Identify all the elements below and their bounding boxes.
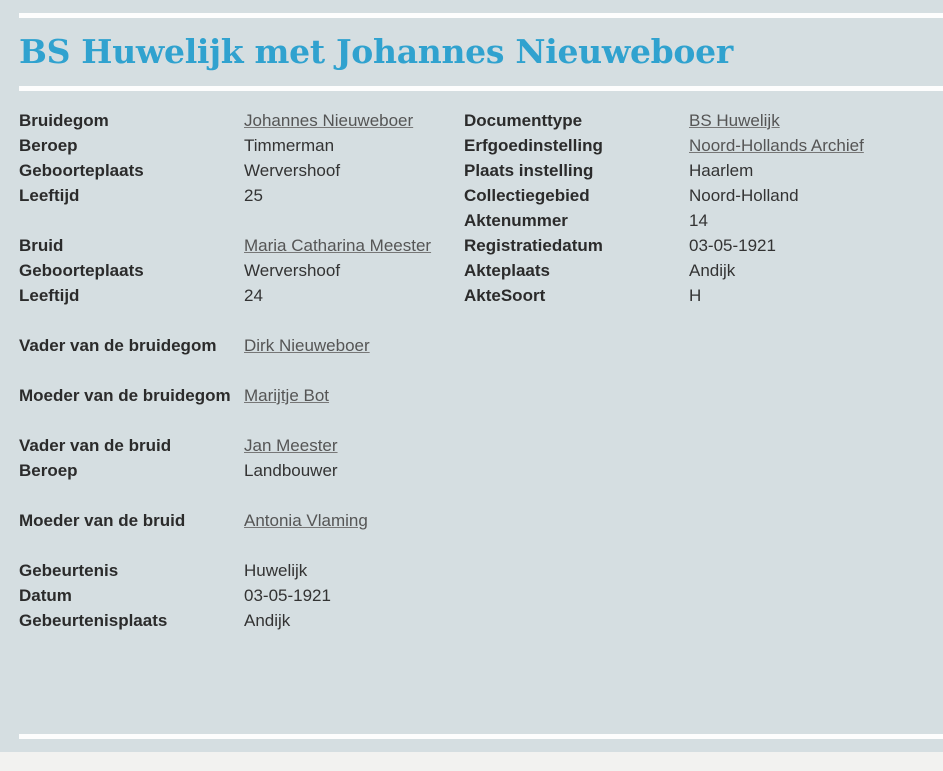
akteplaats-row bbox=[464, 258, 919, 283]
gebeurtenis-row bbox=[19, 558, 434, 583]
moeder-bruid-label: Moeder van de bruid bbox=[19, 511, 186, 530]
bruidegom-beroep-label: Beroep bbox=[19, 136, 78, 155]
bruidegom-link[interactable]: Johannes Nieuweboer bbox=[244, 111, 414, 130]
gebeurtenis-label: Gebeurtenis bbox=[19, 561, 119, 580]
vader-bruid-row bbox=[19, 433, 434, 458]
moeder-bruid-link[interactable]: Antonia Vlaming bbox=[244, 511, 368, 530]
aktenummer-value: 14 bbox=[689, 211, 708, 230]
bruid-row bbox=[19, 233, 434, 258]
bruidegom-leeftijd-label: Leeftijd bbox=[19, 186, 80, 205]
gebeurtenisplaats-label: Gebeurtenisplaats bbox=[19, 611, 168, 630]
bruid-geboorteplaats-label: Geboorteplaats bbox=[19, 261, 144, 280]
aktesoort-row bbox=[464, 283, 919, 308]
plaats-instelling-row bbox=[464, 158, 919, 183]
moeder-bruidegom-link[interactable]: Marijtje Bot bbox=[244, 386, 330, 405]
bruidegom-row bbox=[19, 108, 434, 133]
bruidegom-leeftijd-value: 25 bbox=[244, 186, 263, 205]
vader-bruid-beroep-value: Landbouwer bbox=[244, 461, 338, 480]
aktesoort-value: H bbox=[689, 286, 702, 305]
bruidegom-beroep-value: Timmerman bbox=[244, 136, 335, 155]
vader-bruid-beroep-row bbox=[19, 458, 434, 483]
bruid-link[interactable]: Maria Catharina Meester bbox=[244, 236, 432, 255]
bruid-leeftijd-label: Leeftijd bbox=[19, 286, 80, 305]
moeder-bruidegom-label: Moeder van de bruidegom bbox=[19, 386, 231, 405]
aktenummer-label: Aktenummer bbox=[464, 211, 568, 230]
erfgoedinstelling-link[interactable]: Noord-Hollands Archief bbox=[689, 136, 864, 155]
collectiegebied-value: Noord-Holland bbox=[689, 186, 799, 205]
collectiegebied-label: Collectiegebied bbox=[464, 186, 590, 205]
registratiedatum-row bbox=[464, 233, 919, 258]
moeder-bruidegom-row bbox=[19, 383, 434, 408]
aktesoort-label: AkteSoort bbox=[464, 286, 546, 305]
vader-bruid-link[interactable]: Jan Meester bbox=[244, 436, 338, 455]
bruid-leeftijd-value: 24 bbox=[244, 286, 263, 305]
bruid-geboorteplaats-value: Wervershoof bbox=[244, 261, 341, 280]
plaats-instelling-value: Haarlem bbox=[689, 161, 754, 180]
registratiedatum-value: 03-05-1921 bbox=[689, 236, 776, 255]
aktenummer-row bbox=[464, 208, 919, 233]
vader-bruid-label: Vader van de bruid bbox=[19, 436, 172, 455]
bruidegom-geboorteplaats-label: Geboorteplaats bbox=[19, 161, 144, 180]
gebeurtenis-value: Huwelijk bbox=[244, 561, 308, 580]
bruidegom-beroep-row bbox=[19, 133, 434, 158]
bottom-divider bbox=[19, 734, 943, 739]
gebeurtenisplaats-row bbox=[19, 608, 434, 633]
bruidegom-label: Bruidegom bbox=[19, 111, 109, 130]
persons-column bbox=[19, 108, 434, 633]
documenttype-row bbox=[464, 108, 919, 133]
akteplaats-value: Andijk bbox=[689, 261, 736, 280]
documenttype-label: Documenttype bbox=[464, 111, 583, 130]
vader-bruid-beroep-label: Beroep bbox=[19, 461, 78, 480]
erfgoedinstelling-label: Erfgoedinstelling bbox=[464, 136, 603, 155]
bruid-leeftijd-row bbox=[19, 283, 434, 308]
bruid-label: Bruid bbox=[19, 236, 64, 255]
erfgoedinstelling-row bbox=[464, 133, 919, 158]
vader-bruidegom-row bbox=[19, 333, 434, 358]
registratiedatum-label: Registratiedatum bbox=[464, 236, 603, 255]
vader-bruidegom-label: Vader van de bruidegom bbox=[19, 336, 217, 355]
datum-row bbox=[19, 583, 434, 608]
document-column bbox=[464, 108, 919, 308]
documenttype-link[interactable]: BS Huwelijk bbox=[689, 111, 780, 130]
vader-bruidegom-link[interactable]: Dirk Nieuweboer bbox=[244, 336, 370, 355]
bruidegom-geboorteplaats-value: Wervershoof bbox=[244, 161, 341, 180]
gebeurtenisplaats-value: Andijk bbox=[244, 611, 291, 630]
bruid-geboorteplaats-row bbox=[19, 258, 434, 283]
collectiegebied-row bbox=[464, 183, 919, 208]
bruidegom-geboorteplaats-row bbox=[19, 158, 434, 183]
plaats-instelling-label: Plaats instelling bbox=[464, 161, 594, 180]
akteplaats-label: Akteplaats bbox=[464, 261, 550, 280]
top-divider bbox=[19, 13, 943, 18]
bruidegom-leeftijd-row bbox=[19, 183, 434, 208]
datum-value: 03-05-1921 bbox=[244, 586, 331, 605]
page-title: BS Huwelijk met Johannes Nieuweboer bbox=[19, 32, 733, 71]
title-divider bbox=[19, 86, 943, 91]
moeder-bruid-row bbox=[19, 508, 434, 533]
datum-label: Datum bbox=[19, 586, 72, 605]
